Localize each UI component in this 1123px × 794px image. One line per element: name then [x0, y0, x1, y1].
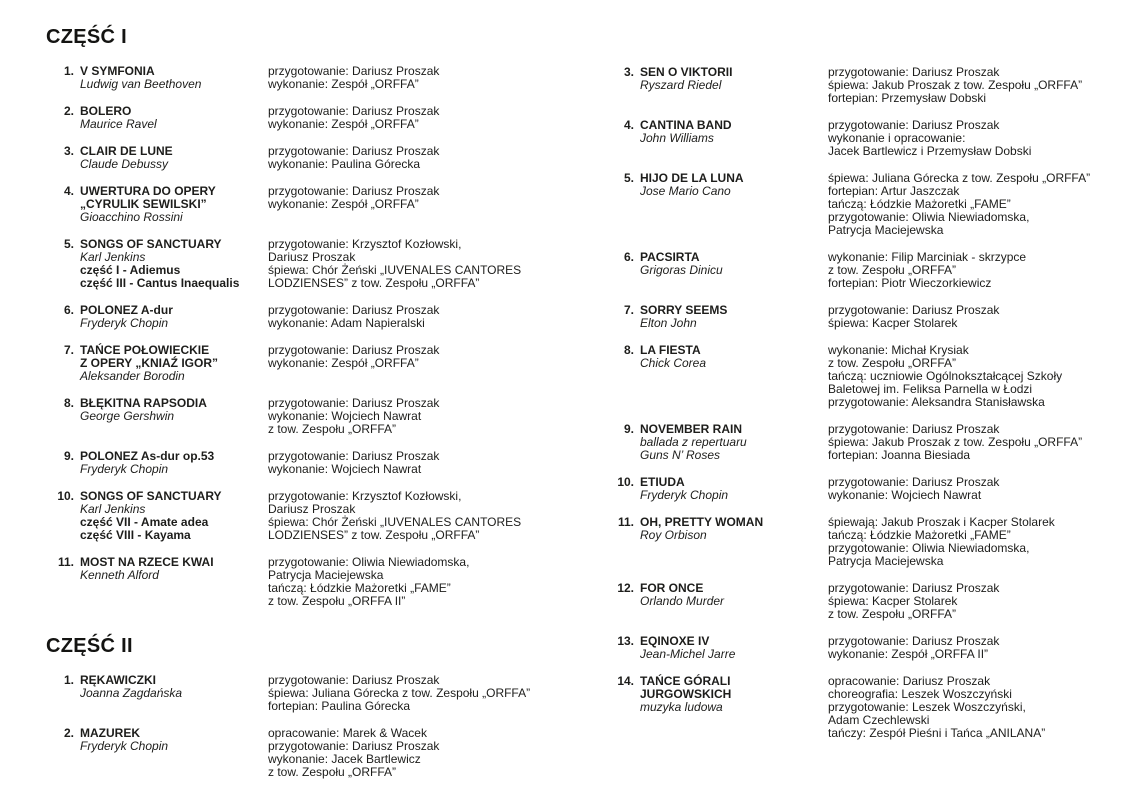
program-item: [590, 635, 1123, 661]
program-item: [590, 251, 1123, 290]
item-detail-line: LODZIENSES” z tow. Zespołu „ORFFA”: [268, 528, 480, 542]
item-detail-line: wykonanie: Wojciech Nawrat: [268, 462, 422, 476]
program-item: [46, 397, 590, 436]
item-detail-line: przygotowanie: Dariusz Proszak: [268, 343, 440, 357]
item-detail-line: fortepian: Przemysław Dobski: [828, 91, 987, 105]
item-details: [828, 635, 1123, 661]
item-title-block: [80, 238, 268, 290]
item-number: 4.: [63, 184, 74, 198]
item-details: [268, 727, 590, 779]
item-detail-line: tańczą: Łódzkie Mażoretki „FAME”: [828, 197, 1011, 211]
item-number: 3.: [623, 65, 634, 79]
item-title-line: FOR ONCE: [640, 581, 704, 595]
item-detail-line: przygotowanie: Dariusz Proszak: [828, 475, 1000, 489]
program-item: [46, 727, 590, 779]
item-title-line: SEN O VIKTORII: [640, 65, 733, 79]
item-number: 2.: [63, 104, 74, 118]
item-number: 9.: [623, 422, 634, 436]
item-title-block: [80, 397, 268, 436]
item-title-line: SONGS OF SANCTUARY: [80, 489, 222, 503]
item-number: 9.: [63, 449, 74, 463]
item-title-line: część I - Adiemus: [80, 263, 181, 277]
item-detail-line: fortepian: Joanna Biesiada: [828, 448, 971, 462]
item-detail-line: przygotowanie: Leszek Woszczyński,: [828, 700, 1026, 714]
item-detail-line: tańczą: uczniowie Ogólnokształcącej Szkoły: [828, 369, 1063, 383]
item-title-block: [640, 344, 828, 409]
item-number: 14.: [617, 674, 634, 688]
item-details: [268, 344, 590, 383]
item-detail-line: wykonanie: Zespół „ORFFA”: [268, 117, 419, 131]
item-detail-line: z tow. Zespołu „ORFFA”: [828, 607, 957, 621]
item-detail-line: wykonanie: Jacek Bartlewicz: [268, 752, 421, 766]
program-item: [46, 450, 590, 476]
item-detail-line: przygotowanie: Dariusz Proszak: [268, 144, 440, 158]
item-detail-line: wykonanie: Zespół „ORFFA II”: [828, 647, 989, 661]
item-title-block: [80, 674, 268, 713]
item-composer-line: Elton John: [640, 316, 697, 330]
item-detail-line: przygotowanie: Dariusz Proszak: [828, 634, 1000, 648]
item-composer-line: Maurice Ravel: [80, 117, 157, 131]
item-detail-line: wykonanie: Wojciech Nawrat: [268, 409, 422, 423]
item-number: 11.: [617, 515, 634, 529]
item-detail-line: z tow. Zespołu „ORFFA II”: [268, 594, 406, 608]
program-item: [46, 145, 590, 171]
item-detail-line: przygotowanie: Dariusz Proszak: [268, 739, 440, 753]
item-title-line: część VII - Amate adea: [80, 515, 209, 529]
item-title-line: EQINOXE IV: [640, 634, 710, 648]
item-composer-line: John Williams: [640, 131, 714, 145]
item-details: [828, 172, 1123, 237]
item-title-line: MOST NA RZECE KWAI: [80, 555, 214, 569]
item-composer-line: Orlando Murder: [640, 594, 725, 608]
item-title-block: [640, 172, 828, 237]
item-detail-line: przygotowanie: Oliwia Niewiadomska,: [828, 541, 1030, 555]
item-detail-line: z tow. Zespołu „ORFFA”: [828, 263, 957, 277]
item-detail-line: przygotowanie: Oliwia Niewiadomska,: [268, 555, 470, 569]
part2-heading: CZĘŚĆ II: [46, 635, 133, 657]
item-detail-line: śpiewa: Juliana Górecka z tow. Zespołu „ORFFA”: [828, 171, 1091, 185]
program-item: [590, 172, 1123, 237]
item-detail-line: przygotowanie: Dariusz Proszak: [268, 64, 440, 78]
item-detail-line: przygotowanie: Dariusz Proszak: [268, 104, 440, 118]
item-details: [268, 238, 590, 290]
program-item: [590, 675, 1123, 740]
item-details: [268, 105, 590, 131]
item-details: [828, 516, 1123, 568]
item-title-block: [80, 450, 268, 476]
item-detail-line: przygotowanie: Aleksandra Stanisławska: [828, 395, 1045, 409]
item-title-line: UWERTURA DO OPERY: [80, 184, 216, 198]
item-detail-line: wykonanie i opracowanie:: [828, 131, 966, 145]
item-detail-line: wykonanie: Michał Krysiak: [828, 343, 969, 357]
part2-item-list-right: [590, 66, 1123, 740]
item-detail-line: wykonanie: Zespół „ORFFA”: [268, 356, 419, 370]
item-composer-line: Guns N’ Roses: [640, 448, 721, 462]
program-item: [46, 185, 590, 224]
item-title-line: POLONEZ A-dur: [80, 303, 173, 317]
item-detail-line: opracowanie: Marek & Wacek: [268, 726, 427, 740]
item-number: 8.: [63, 396, 74, 410]
program-item: [46, 238, 590, 290]
item-detail-line: fortepian: Artur Jaszczak: [828, 184, 960, 198]
item-details: [828, 582, 1123, 621]
item-detail-line: tańczą: Łódzkie Mażoretki „FAME”: [828, 528, 1011, 542]
item-title-line: V SYMFONIA: [80, 64, 155, 78]
item-detail-line: LODZIENSES” z tow. Zespołu „ORFFA”: [268, 276, 480, 290]
item-details: [828, 476, 1123, 502]
item-title-line: SONGS OF SANCTUARY: [80, 237, 222, 251]
program-item: [46, 490, 590, 542]
item-detail-line: Baletowej im. Feliksa Parnella w Łodzi: [828, 382, 1033, 396]
item-title-block: [80, 304, 268, 330]
item-composer-line: George Gershwin: [80, 409, 175, 423]
item-detail-line: choreografia: Leszek Woszczyński: [828, 687, 1012, 701]
item-number: 7.: [63, 343, 74, 357]
item-number: 3.: [63, 144, 74, 158]
program-item: [590, 119, 1123, 158]
item-title-line: BOLERO: [80, 104, 132, 118]
item-details: [268, 185, 590, 224]
item-detail-line: przygotowanie: Dariusz Proszak: [828, 118, 1000, 132]
item-details: [828, 344, 1123, 409]
item-detail-line: Dariusz Proszak: [268, 250, 356, 264]
item-details: [268, 145, 590, 171]
item-title-block: [640, 251, 828, 290]
item-detail-line: przygotowanie: Dariusz Proszak: [268, 303, 440, 317]
item-title-line: NOVEMBER RAIN: [640, 422, 743, 436]
item-title-line: TAŃCE POŁOWIECKIE: [80, 343, 210, 357]
item-composer-line: Joanna Zagdańska: [80, 686, 183, 700]
item-details: [828, 304, 1123, 330]
item-detail-line: Patrycja Maciejewska: [828, 223, 944, 237]
item-title-block: [640, 516, 828, 568]
item-detail-line: śpiewa: Juliana Górecka z tow. Zespołu „ORFFA”: [268, 686, 531, 700]
item-detail-line: śpiewa: Kacper Stolarek: [828, 316, 958, 330]
item-detail-line: przygotowanie: Krzysztof Kozłowski,: [268, 237, 462, 251]
item-detail-line: przygotowanie: Dariusz Proszak: [828, 581, 1000, 595]
item-detail-line: przygotowanie: Dariusz Proszak: [268, 396, 440, 410]
item-composer-line: Chick Corea: [640, 356, 707, 370]
item-detail-line: śpiewa: Chór Żeński „IUVENALES CANTORES: [268, 263, 522, 277]
item-detail-line: przygotowanie: Dariusz Proszak: [268, 449, 440, 463]
item-composer-line: Gioacchino Rossini: [80, 210, 183, 224]
item-details: [268, 65, 590, 91]
item-details: [268, 490, 590, 542]
item-details: [828, 251, 1123, 290]
item-title-line: BŁĘKITNA RAPSODIA: [80, 396, 207, 410]
item-detail-line: z tow. Zespołu „ORFFA”: [268, 422, 397, 436]
item-details: [268, 556, 590, 608]
part1-item-list: [46, 65, 590, 608]
item-composer-line: Fryderyk Chopin: [80, 462, 169, 476]
program-item: [590, 516, 1123, 568]
item-composer-line: Jean-Michel Jarre: [640, 647, 736, 661]
item-title-line: część VIII - Kayama: [80, 528, 191, 542]
item-title-block: [80, 185, 268, 224]
item-detail-line: wykonanie: Filip Marciniak - skrzypce: [828, 250, 1027, 264]
item-detail-line: tańczą: Łódzkie Mażoretki „FAME”: [268, 581, 451, 595]
item-detail-line: śpiewają: Jakub Proszak i Kacper Stolarek: [828, 515, 1055, 529]
item-composer-line: muzyka ludowa: [640, 700, 723, 714]
item-details: [268, 674, 590, 713]
item-title-block: [640, 304, 828, 330]
item-title-block: [640, 119, 828, 158]
item-number: 4.: [623, 118, 634, 132]
item-title-line: HIJO DE LA LUNA: [640, 171, 744, 185]
item-detail-line: Patrycja Maciejewska: [268, 568, 384, 582]
item-title-line: część III - Cantus Inaequalis: [80, 276, 240, 290]
program-item: [46, 344, 590, 383]
program-item: [590, 66, 1123, 105]
item-detail-line: wykonanie: Zespół „ORFFA”: [268, 77, 419, 91]
item-detail-line: wykonanie: Wojciech Nawrat: [828, 488, 982, 502]
item-composer-line: Fryderyk Chopin: [80, 739, 169, 753]
item-detail-line: przygotowanie: Dariusz Proszak: [268, 673, 440, 687]
item-detail-line: tańczy: Zespół Pieśni i Tańca „ANILANA”: [828, 726, 1046, 740]
item-title-line: PACSIRTA: [640, 250, 700, 264]
item-composer-line: Claude Debussy: [80, 157, 169, 171]
item-detail-line: z tow. Zespołu „ORFFA”: [828, 356, 957, 370]
item-title-block: [640, 635, 828, 661]
part2-item-list-left: [46, 674, 590, 779]
item-detail-line: przygotowanie: Dariusz Proszak: [828, 65, 1000, 79]
item-title-block: [80, 727, 268, 779]
program-item: [590, 582, 1123, 621]
item-title-block: [640, 423, 828, 462]
item-title-line: SORRY SEEMS: [640, 303, 728, 317]
item-detail-line: Jacek Bartlewicz i Przemysław Dobski: [828, 144, 1032, 158]
item-composer-line: Karl Jenkins: [80, 250, 146, 264]
item-number: 11.: [57, 555, 74, 569]
item-title-line: CANTINA BAND: [640, 118, 732, 132]
item-detail-line: Dariusz Proszak: [268, 502, 356, 516]
item-title-block: [80, 145, 268, 171]
right-column: [590, 26, 1123, 793]
item-title-line: MAZUREK: [80, 726, 140, 740]
item-detail-line: przygotowanie: Dariusz Proszak: [268, 184, 440, 198]
item-details: [828, 66, 1123, 105]
item-title-block: [640, 476, 828, 502]
item-number: 6.: [623, 250, 634, 264]
item-composer-line: ballada z repertuaru: [640, 435, 747, 449]
item-title-block: [80, 490, 268, 542]
program-item: [46, 556, 590, 608]
item-detail-line: przygotowanie: Krzysztof Kozłowski,: [268, 489, 462, 503]
item-title-line: OH, PRETTY WOMAN: [640, 515, 764, 529]
item-detail-line: fortepian: Paulina Górecka: [268, 699, 411, 713]
item-title-block: [80, 344, 268, 383]
program-item: [590, 304, 1123, 330]
item-composer-line: Aleksander Borodin: [80, 369, 185, 383]
item-detail-line: śpiewa: Chór Żeński „IUVENALES CANTORES: [268, 515, 522, 529]
item-number: 13.: [617, 634, 634, 648]
item-title-line: LA FIESTA: [640, 343, 701, 357]
item-title-line: RĘKAWICZKI: [80, 673, 156, 687]
item-title-block: [640, 66, 828, 105]
item-composer-line: Fryderyk Chopin: [640, 488, 729, 502]
item-number: 6.: [63, 303, 74, 317]
item-detail-line: z tow. Zespołu „ORFFA”: [268, 765, 397, 779]
item-detail-line: śpiewa: Kacper Stolarek: [828, 594, 958, 608]
item-details: [268, 397, 590, 436]
program-item: [46, 105, 590, 131]
item-detail-line: śpiewa: Jakub Proszak z tow. Zespołu „ORFFA”: [828, 435, 1083, 449]
item-number: 7.: [623, 303, 634, 317]
item-number: 2.: [63, 726, 74, 740]
item-title-block: [80, 556, 268, 608]
item-detail-line: Patrycja Maciejewska: [828, 554, 944, 568]
item-number: 5.: [63, 237, 74, 251]
item-title-block: [80, 105, 268, 131]
item-detail-line: wykonanie: Paulina Górecka: [268, 157, 421, 171]
item-title-line: CLAIR DE LUNE: [80, 144, 173, 158]
program-item: [46, 674, 590, 713]
item-composer-line: Grigoras Dinicu: [640, 263, 723, 277]
item-details: [828, 119, 1123, 158]
item-number: 5.: [623, 171, 634, 185]
program-item: [590, 476, 1123, 502]
item-composer-line: Ryszard Riedel: [640, 78, 722, 92]
item-details: [828, 675, 1123, 740]
item-number: 12.: [617, 581, 634, 595]
item-detail-line: opracowanie: Dariusz Proszak: [828, 674, 991, 688]
item-composer-line: Jose Mario Cano: [640, 184, 731, 198]
item-number: 1.: [63, 64, 74, 78]
item-title-line: TAŃCE GÓRALI: [640, 674, 731, 688]
item-composer-line: Ludwig van Beethoven: [80, 77, 202, 91]
left-column: [46, 26, 590, 793]
item-composer-line: Karl Jenkins: [80, 502, 146, 516]
item-title-block: [80, 65, 268, 91]
item-title-block: [640, 675, 828, 740]
item-number: 1.: [63, 673, 74, 687]
program-item: [46, 304, 590, 330]
item-details: [268, 450, 590, 476]
item-detail-line: wykonanie: Adam Napieralski: [268, 316, 425, 330]
item-detail-line: fortepian: Piotr Wieczorkiewicz: [828, 276, 992, 290]
item-detail-line: przygotowanie: Dariusz Proszak: [828, 303, 1000, 317]
item-title-line: JURGOWSKICH: [640, 687, 732, 701]
item-title-block: [640, 582, 828, 621]
item-details: [828, 423, 1123, 462]
item-number: 10.: [57, 489, 74, 503]
item-title-line: Z OPERY „KNIAŹ IGOR”: [80, 356, 219, 370]
program-item: [46, 65, 590, 91]
part1-heading: CZĘŚĆ I: [46, 26, 127, 48]
item-composer-line: Roy Orbison: [640, 528, 707, 542]
item-detail-line: przygotowanie: Dariusz Proszak: [828, 422, 1000, 436]
item-detail-line: przygotowanie: Oliwia Niewiadomska,: [828, 210, 1030, 224]
item-title-line: ETIUDA: [640, 475, 685, 489]
program-item: [590, 344, 1123, 409]
item-composer-line: Kenneth Alford: [80, 568, 159, 582]
item-details: [268, 304, 590, 330]
item-title-line: POLONEZ As-dur op.53: [80, 449, 215, 463]
item-composer-line: Fryderyk Chopin: [80, 316, 169, 330]
item-detail-line: śpiewa: Jakub Proszak z tow. Zespołu „ORFFA”: [828, 78, 1083, 92]
program-item: [590, 423, 1123, 462]
item-detail-line: Adam Czechlewski: [828, 713, 930, 727]
item-detail-line: wykonanie: Zespół „ORFFA”: [268, 197, 419, 211]
item-number: 8.: [623, 343, 634, 357]
item-title-line: „CYRULIK SEWILSKI”: [80, 197, 207, 211]
item-number: 10.: [617, 475, 634, 489]
